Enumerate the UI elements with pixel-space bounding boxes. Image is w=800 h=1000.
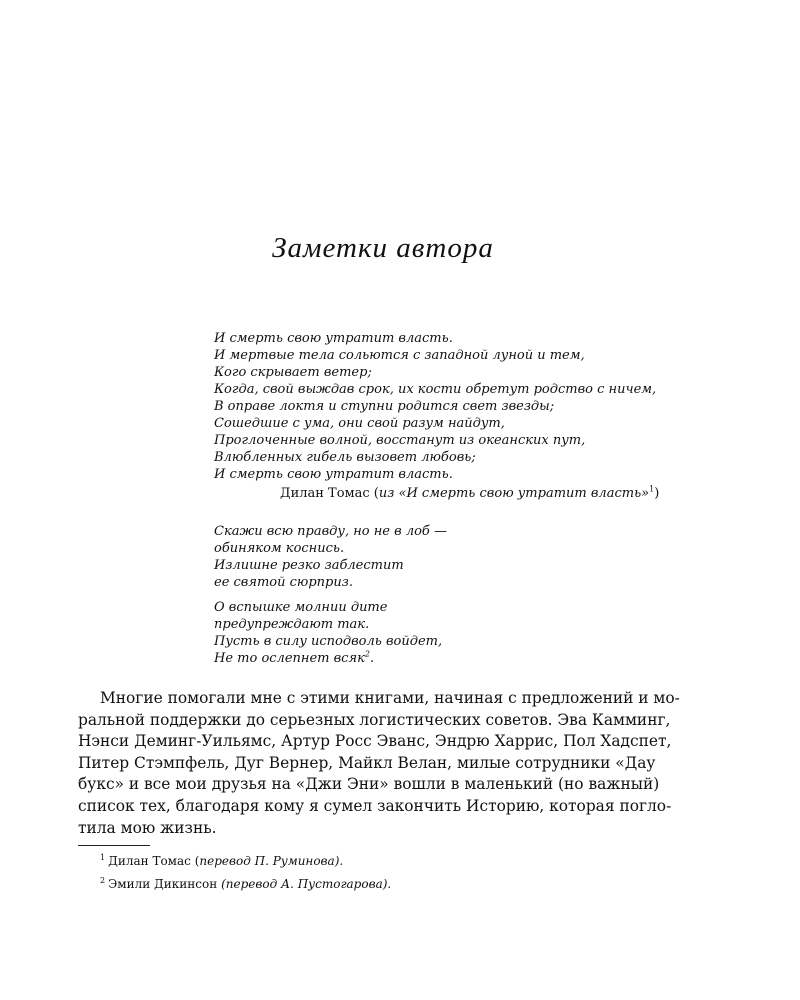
- footnote-ref-1[interactable]: 1: [649, 484, 655, 494]
- poem-line: [214, 650, 442, 667]
- poem-line: обиняком коснись.: [214, 541, 345, 556]
- poem-line: Сошедшие с ума, они свой разум найдут,: [214, 416, 505, 431]
- poem-line: Скажи всю правду, но не в лоб —: [214, 524, 448, 539]
- epigraph-poem-thomas: [214, 330, 656, 483]
- footnote-ref-2[interactable]: 2: [364, 649, 370, 659]
- poem-line: Кого скрывает ветер;: [214, 365, 372, 380]
- paragraph-line: Нэнси Деминг-Уильямс, Артур Росс Эванс, Эндрю Харрис, Пол Хадспет,: [78, 732, 672, 751]
- paragraph-line: ральной поддержки до серьезных логистических советов. Эва Камминг,: [78, 710, 671, 729]
- poem-line: Влюбленных гибель вызовет любовь;: [214, 450, 476, 465]
- poem-line: ее святой сюрприз.: [214, 575, 353, 590]
- poem-line: предупреждают так.: [214, 617, 370, 632]
- acknowledgements-paragraph: [78, 688, 698, 839]
- poem-line-end: .: [369, 651, 375, 666]
- paragraph-line: букс» и все мои друзья на «Джи Эни» вошли в маленький (но важный): [78, 775, 660, 794]
- attribution-source: из «И смерть свою утратит власть»: [378, 486, 650, 501]
- poem-line: О вспышке молнии дите: [214, 600, 388, 615]
- footnote-2: [100, 876, 391, 892]
- epigraph-poem-dickinson-stanza-2: [214, 599, 442, 667]
- footnote-divider: [78, 845, 150, 846]
- paragraph-line: список тех, благодаря кому я сумел закончить Историю, которая погло-: [78, 796, 672, 815]
- attribution-author: Дилан Томас (: [280, 486, 379, 501]
- poem-line: И мертвые тела сольются с западной луной и тем,: [214, 348, 585, 363]
- poem-line: Пусть в силу исподволь войдет,: [214, 634, 443, 649]
- epigraph-poem-dickinson-stanza-1: [214, 523, 447, 591]
- footnote-marker: 1: [100, 853, 106, 862]
- poem-line: Проглоченные волной, восстанут из океанских пут,: [214, 433, 586, 448]
- epigraph-attribution: [280, 485, 659, 502]
- poem-line: И смерть свою утратит власть.: [214, 331, 453, 346]
- paragraph-line: Питер Стэмпфель, Дуг Вернер, Майкл Велан, милые сотрудники «Дау: [78, 753, 656, 772]
- poem-line: В оправе локтя и ступни родится свет звезды;: [214, 399, 555, 414]
- attribution-close: ): [654, 486, 660, 501]
- footnote-marker: 2: [100, 876, 106, 885]
- footnote-translator: (перевод А. Пустогарова).: [221, 877, 392, 891]
- footnote-author: Эмили Дикинсон: [108, 877, 222, 891]
- paragraph-line: тила мою жизнь.: [78, 818, 217, 837]
- page-title: Заметки автора: [272, 232, 494, 264]
- footnote-author: Дилан Томас (: [108, 854, 200, 868]
- poem-line: И смерть свою утратит власть.: [214, 467, 453, 482]
- paragraph-line: Многие помогали мне с этими книгами, начиная с предложений и мо-: [100, 689, 680, 707]
- poem-line-text: Не то ослепнет всяк: [214, 651, 365, 666]
- poem-line: Когда, свой выждав срок, их кости обретут родство с ничем,: [214, 382, 657, 397]
- footnote-1: [100, 853, 343, 869]
- poem-line: Излишне резко заблестит: [214, 558, 404, 573]
- footnote-translator: перевод П. Руминова).: [199, 854, 344, 868]
